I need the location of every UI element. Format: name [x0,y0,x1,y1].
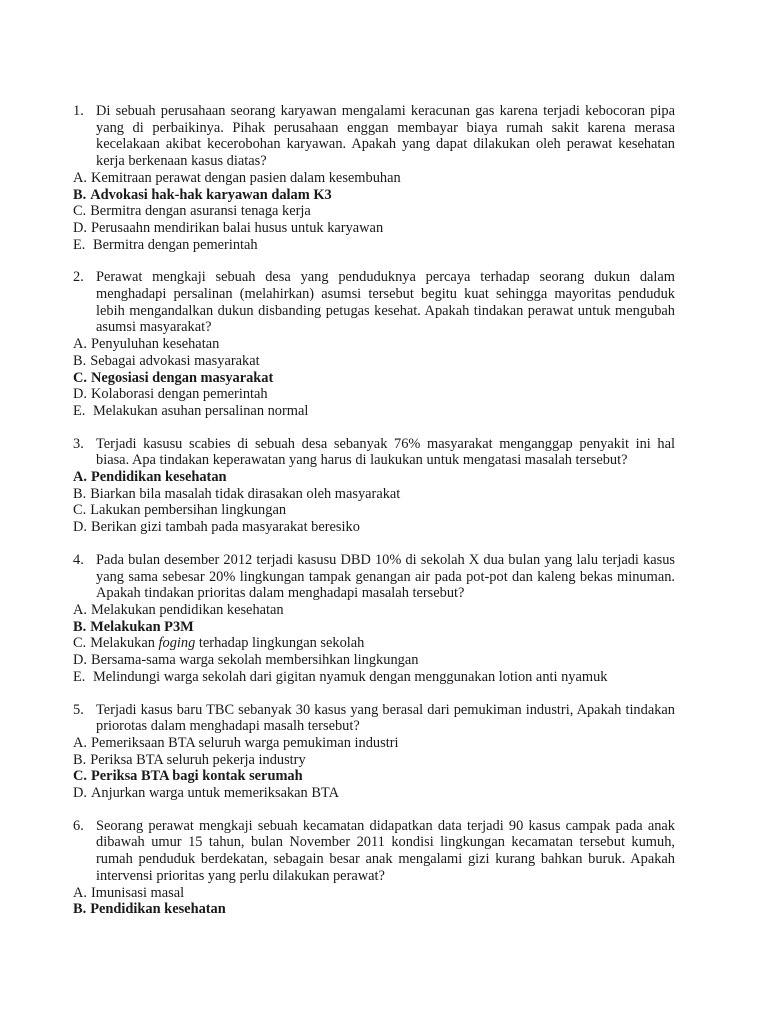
option-text: Periksa BTA seluruh pekerja industry [90,751,306,768]
option-list [73,885,675,918]
option-letter: A. [73,884,87,901]
option-letter: C. [73,369,87,386]
option-letter: A. [73,336,87,353]
option-c [73,502,675,519]
option-letter: E. [73,402,86,419]
option-text: Sebagai advokasi masyarakat [90,352,260,369]
option-text: Pendidikan kesehatan [90,901,226,918]
option-text-before: Melakukan [90,635,159,652]
option-letter: D. [73,785,87,802]
option-text: Melindungi warga sekolah dari gigitan nyamuk dengan menggunakan lotion anti nyamuk [89,668,608,685]
option-text: Penyuluhan kesehatan [91,336,220,353]
option-letter: A. [73,734,87,751]
document-page [73,103,675,934]
option-text: Imunisasi masal [91,884,185,901]
option-text: Pemeriksaan BTA seluruh warga pemukiman industri [91,734,399,751]
option-text: Periksa BTA bagi kontak serumah [91,768,303,785]
question-number: 2. [73,269,84,286]
option-text: Bermitra dengan pemerintah [89,236,258,253]
option-text: Advokasi hak-hak karyawan dalam K3 [90,186,332,203]
option-b-answer [73,901,675,918]
option-letter: B. [73,751,87,768]
question-number: 6. [73,817,84,834]
option-list [73,602,675,686]
option-text: Kolaborasi dengan pemerintah [91,386,268,403]
option-d [73,785,675,802]
option-e [73,237,675,254]
option-text: Perusaahn mendirikan balai husus untuk karyawan [91,219,384,236]
option-d [73,386,675,403]
question-number: 5. [73,701,84,718]
question-number: 1. [73,103,84,119]
option-list [73,735,675,802]
option-letter: B. [73,618,87,635]
option-c [73,203,675,220]
option-text: Melakukan pendidikan kesehatan [91,601,284,618]
option-d [73,652,675,669]
question-stem [73,702,675,735]
option-letter: B. [73,186,87,203]
question-3 [73,436,675,536]
question-text: Perawat mengkaji sebuah desa yang penduduknya percaya terhadap seorang dukun dalam menghadapi persalinan (melahirkan) asumsi tersebut begitu kuat sehingga mayoritas penduduk lebih mengandalkan dukun disbanding petugas kesehat. Apakah tindakan perawat untuk mengubah asumsi masyarakat? [96,269,675,336]
option-text: Melakukan asuhan persalinan normal [89,402,309,419]
option-b [73,486,675,503]
option-b-answer [73,187,675,204]
question-stem [73,269,675,336]
option-letter: E. [73,668,86,685]
option-a [73,735,675,752]
option-list [73,469,675,536]
option-a [73,885,675,902]
option-letter: D. [73,386,87,403]
option-e [73,403,675,420]
option-letter: E. [73,236,86,253]
option-b [73,752,675,769]
option-c-answer [73,768,675,785]
option-d [73,220,675,237]
option-b [73,353,675,370]
option-text: Bermitra dengan asuransi tenaga kerja [90,203,311,220]
option-text: Lakukan pembersihan lingkungan [90,502,287,519]
option-letter: D. [73,652,87,669]
question-stem [73,552,675,602]
option-text-italic: foging [158,635,196,652]
question-text: Di sebuah perusahaan seorang karyawan mengalami keracunan gas karena terjadi kebocoran pipa yang di perbaikinya. Pihak perusahaan enggan membayar biaya rumah sakit karena merasa kecelakaan akibat kecerobohan karyawan. Apakah yang dapat dilakukan oleh perawat kesehatan kerja berkenaan kasus diatas? [96,103,675,170]
option-letter: A. [73,601,87,618]
question-4 [73,552,675,686]
option-letter: A. [73,169,87,186]
option-text-after: terhadap lingkungan sekolah [195,635,365,652]
option-letter: A. [73,469,87,486]
option-text: Pendidikan kesehatan [91,469,227,486]
option-a [73,602,675,619]
option-letter: B. [73,485,87,502]
question-number: 4. [73,551,84,568]
option-c [73,635,675,652]
option-letter: B. [73,901,87,918]
question-stem [73,103,675,170]
option-letter: D. [73,219,87,236]
option-text: Bersama-sama warga sekolah membersihkan lingkungan [91,652,419,669]
option-letter: C. [73,502,87,519]
question-number: 3. [73,435,84,452]
option-text: Kemitraan perawat dengan pasien dalam kesembuhan [91,169,401,186]
option-b-answer [73,619,675,636]
question-1 [73,103,675,253]
question-6 [73,818,675,918]
question-text: Terjadi kasusu scabies di sebuah desa sebanyak 76% masyarakat menganggap penyakit ini hal biasa. Apa tindakan keperawatan yang harus di laukukan untuk mengatasi masalah tersebut? [96,435,675,469]
option-text: Anjurkan warga untuk memeriksakan BTA [91,785,339,802]
option-text: Melakukan P3M [90,618,194,635]
option-c-answer [73,370,675,387]
option-e [73,669,675,686]
option-list [73,170,675,254]
option-letter: D. [73,519,87,536]
option-a [73,170,675,187]
option-text: Biarkan bila masalah tidak dirasakan oleh masyarakat [90,485,401,502]
question-stem [73,436,675,469]
question-text: Terjadi kasus baru TBC sebanyak 30 kasus yang berasal dari pemukiman industri, Apakah tindakan priorotas dalam menghadapi masalh tersebut? [96,701,675,735]
option-letter: B. [73,352,87,369]
option-letter: C. [73,635,87,652]
question-text: Seorang perawat mengkaji sebuah kecamatan didapatkan data terjadi 90 kasus campak pada anak dibawah umur 15 tahun, bulan November 2011 kondisi lingkungan kecamatan tersebut kumuh, rumah penduduk berdekatan, sebagain besar anak mengalami gizi kurang bahkan buruk. Apakah intervensi prioritas yang perlu dilakukan perawat? [96,817,675,884]
option-letter: C. [73,203,87,220]
option-list [73,336,675,420]
question-5 [73,702,675,802]
option-text: Berikan gizi tambah pada masyarakat beresiko [91,519,360,536]
option-a-answer [73,469,675,486]
option-a [73,336,675,353]
question-text: Pada bulan desember 2012 terjadi kasusu DBD 10% di sekolah X dua bulan yang lalu terjadi kasus yang sama sebesar 20% lingkungan tampak genangan air pada pot-pot dan kaleng bekas minuman. Apakah tindakan prioritas dalam menghadapi masalah tersebut? [96,551,675,602]
question-2 [73,269,675,419]
option-letter: C. [73,768,87,785]
option-text: Negosiasi dengan masyarakat [91,369,274,386]
option-d [73,519,675,536]
question-stem [73,818,675,885]
